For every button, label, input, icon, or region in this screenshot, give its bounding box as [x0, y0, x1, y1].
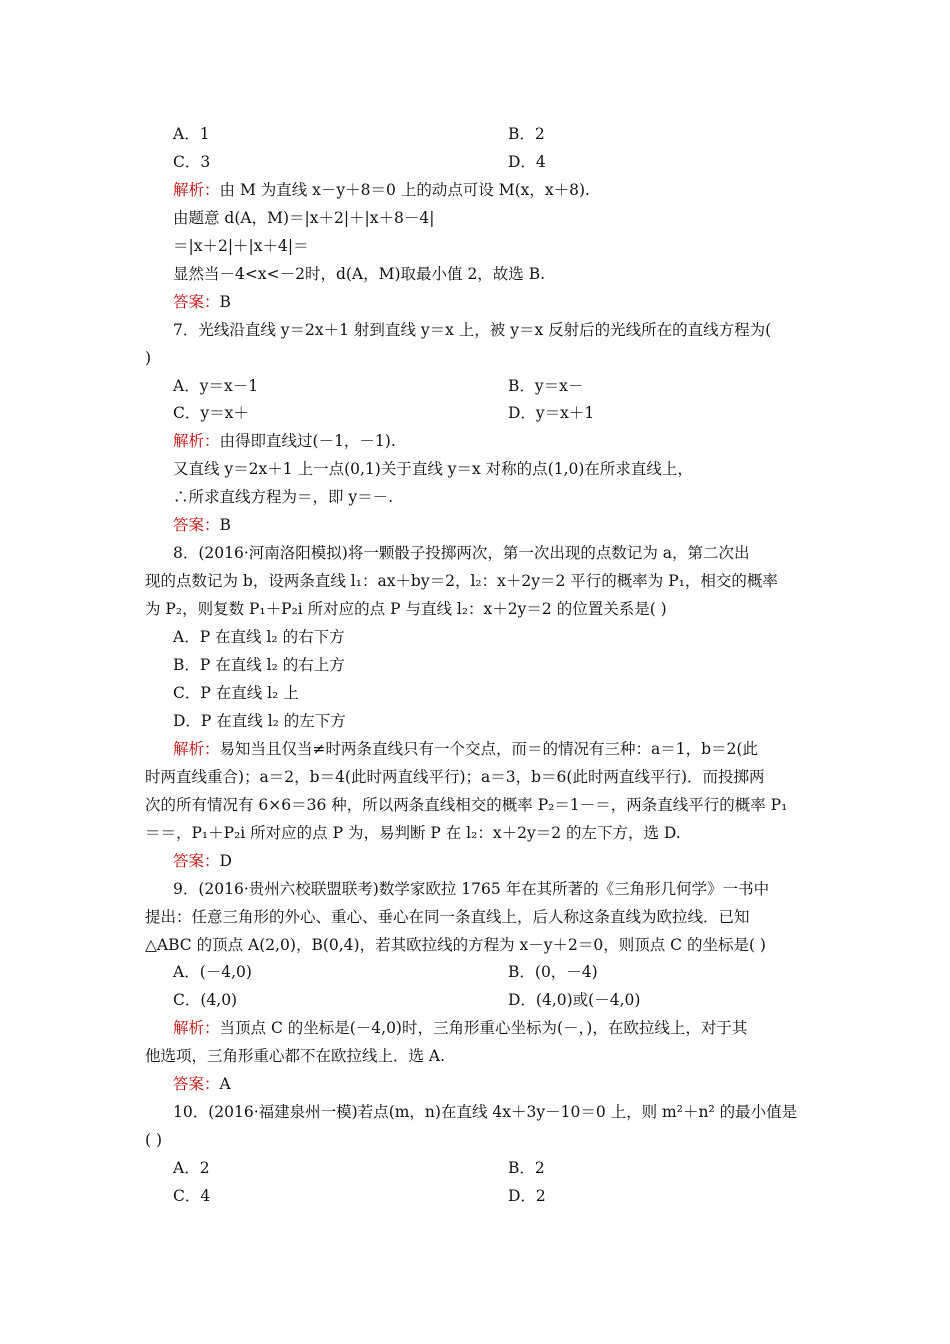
text-line: ) — [145, 349, 152, 367]
answer-label: 解析： — [173, 432, 220, 450]
answer-label: 答案： — [173, 1075, 220, 1093]
text-line: 他选项，三角形重心都不在欧拉线上．选 A. — [145, 1047, 446, 1065]
option-right: B．2 — [508, 125, 545, 143]
text-line: 显然当－4<x<－2时，d(A，M)取最小值 2，故选 B. — [173, 265, 546, 283]
answer-text: A — [219, 1075, 231, 1093]
answer-line — [173, 851, 232, 871]
text-line: C．3 — [173, 153, 211, 171]
text-line: 10．(2016·福建泉州一模)若点(m，n)在直线 4x＋3y－10＝0 上，则 m²＋n² 的最小值是 — [173, 1103, 798, 1121]
text-line: 又直线 y＝2x＋1 上一点(0,1)关于直线 y＝x 对称的点(1,0)在所求直线上， — [173, 460, 693, 478]
answer-text: 由得即直线过(－1，－1). — [219, 432, 396, 450]
text-line: A．P 在直线 l₂ 的右下方 — [173, 628, 345, 646]
answer-label: 答案： — [173, 516, 220, 534]
text-line: C．(4,0) — [173, 991, 238, 1009]
option-right: B．y＝x－ — [508, 377, 584, 395]
answer-line — [173, 739, 758, 759]
text-line: 8．(2016·河南洛阳模拟)将一颗骰子投掷两次，第一次出现的点数记为 a，第二次出 — [173, 544, 750, 562]
text-line: ＝＝，P₁＋P₂i 所对应的点 P 为，易判断 P 在 l₂：x＋2y＝2 的左下方，选 D. — [145, 824, 681, 842]
text-line: C．y＝x＋ — [173, 404, 249, 422]
text-line: 由题意 d(A，M)＝|x＋2|＋|x＋8－4| — [173, 209, 435, 227]
text-line: 为 P₂，则复数 P₁＋P₂i 所对应的点 P 与直线 l₂：x＋2y＝2 的位置关系是( ) — [145, 600, 667, 618]
text-line: C．4 — [173, 1187, 211, 1205]
text-line: 9．(2016·贵州六校联盟联考)数学家欧拉 1765 年在其所著的《三角形几何学》一书中 — [173, 880, 770, 898]
answer-line — [173, 180, 590, 200]
text-line: ( ) — [145, 1131, 163, 1149]
text-line: A．y＝x－1 — [173, 377, 259, 395]
text-line: 时两直线重合)；a＝2，b＝4(此时两直线平行)；a＝3，b＝6(此时两直线平行)．而投掷两 — [145, 768, 765, 786]
option-right: B．(0，－4) — [508, 963, 598, 981]
answer-text: 易知当且仅当≠时两条直线只有一个交点，而＝的情况有三种：a＝1，b＝2(此 — [219, 740, 758, 758]
answer-text: 当顶点 C 的坐标是(－4,0)时，三角形重心坐标为(－，)，在欧拉线上，对于其 — [219, 1019, 748, 1037]
option-right: B．2 — [508, 1159, 545, 1177]
text-line: △ABC 的顶点 A(2,0)，B(0,4)，若其欧拉线的方程为 x－y＋2＝0，则顶点 C 的坐标是( ) — [145, 936, 766, 954]
answer-text: B — [219, 293, 231, 311]
answer-text: B — [219, 516, 231, 534]
option-right: D．4 — [508, 153, 546, 171]
text-line: A．(－4,0) — [173, 963, 252, 981]
option-right: D．y＝x＋1 — [508, 404, 595, 422]
text-line: D．P 在直线 l₂ 的左下方 — [173, 712, 346, 730]
answer-label: 答案： — [173, 852, 220, 870]
answer-label: 解析： — [173, 740, 220, 758]
text-line: B．P 在直线 l₂ 的右上方 — [173, 656, 345, 674]
answer-text: D — [219, 852, 232, 870]
text-line: 7．光线沿直线 y＝2x＋1 射到直线 y＝x 上，被 y＝x 反射后的光线所在的直线方程为( — [173, 321, 772, 339]
text-line: A．1 — [173, 125, 210, 143]
answer-line — [173, 515, 231, 535]
text-line: ＝|x＋2|＋|x＋4|＝ — [173, 237, 309, 255]
answer-line — [173, 431, 396, 451]
text-line: ∴所求直线方程为＝，即 y＝－. — [173, 488, 394, 506]
text-line: 提出：任意三角形的外心、重心、垂心在同一条直线上，后人称这条直线为欧拉线．已知 — [145, 908, 750, 926]
answer-line — [173, 1074, 231, 1094]
answer-line — [173, 1018, 747, 1038]
option-right: D．(4,0)或(－4,0) — [508, 991, 641, 1009]
answer-label: 答案： — [173, 293, 220, 311]
option-right: D．2 — [508, 1187, 546, 1205]
text-line: 现的点数记为 b，设两条直线 l₁：ax＋by＝2，l₂：x＋2y＝2 平行的概率为 P₁，相交的概率 — [145, 572, 778, 590]
text-line: C．P 在直线 l₂ 上 — [173, 684, 299, 702]
answer-line — [173, 292, 231, 312]
text-line: A．2 — [173, 1159, 210, 1177]
answer-text: 由 M 为直线 x－y＋8＝0 上的动点可设 M(x，x＋8). — [219, 181, 590, 199]
answer-label: 解析： — [173, 181, 220, 199]
answer-label: 解析： — [173, 1019, 220, 1037]
text-line: 次的所有情况有 6×6＝36 种，所以两条直线相交的概率 P₂＝1－＝，两条直线平行的概率 P₁ — [145, 796, 788, 814]
